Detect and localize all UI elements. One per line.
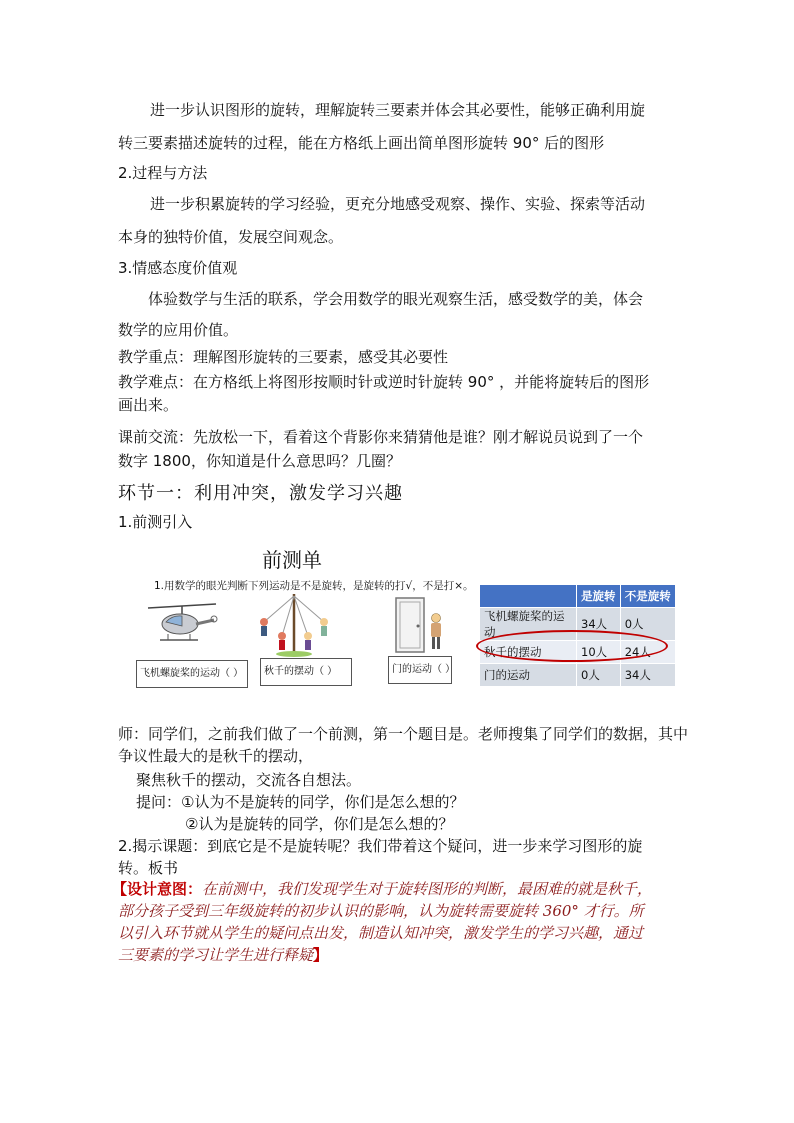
design-text-1: 在前测中，我们发现学生对于旋转图形的判断，最困难的就是秋千，: [202, 880, 653, 898]
difficulty-line-1: 教学难点：在方格纸上将图形按顺时针或逆时针旋转 90° ，并能将旋转后的图形: [118, 373, 650, 391]
knowledge-goal-line-1: 进一步认识图形的旋转，理解旋转三要素并体会其必要性，能够正确利用旋: [150, 101, 646, 119]
pretest-question: 1.用数学的眼光判断下列运动是不是旋转，是旋转的打√，不是打×。: [154, 580, 474, 592]
table-cell: 34人: [577, 608, 621, 641]
design-line-1: [112, 878, 652, 900]
design-close-bracket: 】: [313, 946, 329, 964]
warmup-line-1: 课前交流：先放松一下，看着这个背影你来猜猜他是谁？刚才解说员说到了一个: [118, 428, 644, 446]
table-cell: 门的运动: [480, 664, 577, 687]
reveal-line-2: 转。板书: [118, 859, 179, 877]
answer-box-propeller[interactable]: 飞机螺旋桨的运动（ ）: [136, 660, 248, 688]
emotion-heading: 3.情感态度价值观: [118, 259, 238, 277]
process-heading: 2.过程与方法: [118, 164, 208, 182]
pretest-title: 前测单: [262, 548, 322, 572]
process-goal-line-1: 进一步积累旋转的学习经验，更充分地感受观察、操作、实验、探索等活动: [150, 195, 646, 213]
question-line-1: 提问：①认为不是旋转的同学，你们是怎么想的？: [136, 793, 465, 811]
table-cell: 34人: [620, 664, 675, 687]
table-header-not-rotation: 不是旋转: [620, 585, 675, 608]
design-open-bracket: 【设计意图：: [112, 880, 203, 898]
emotion-goal-line-2: 数学的应用价值。: [118, 321, 239, 339]
swing-row-highlight: [476, 630, 668, 662]
key-point: 教学重点：理解图形旋转的三要素，感受其必要性: [118, 348, 449, 366]
swing-icon: [254, 592, 334, 658]
table-cell: 24人: [620, 641, 675, 664]
pretest-intro: 1.前测引入: [118, 513, 193, 531]
design-text-3: 以引入环节就从学生的疑问点出发，制造认知冲突，激发学生的学习兴趣，通过: [118, 924, 644, 942]
table-cell: 0人: [620, 608, 675, 641]
answer-box-door[interactable]: 门的运动（ ）: [388, 656, 452, 684]
pretest-worksheet: [140, 540, 474, 690]
teacher-line-1: 师：同学们，之前我们做了一个前测，第一个题目是。老师搜集了同学们的数据，其中: [118, 725, 689, 743]
table-cell: 10人: [577, 641, 621, 664]
question-line-2: ②认为是旋转的同学，你们是怎么想的？: [185, 815, 454, 833]
table-cell: 秋千的摆动: [480, 641, 577, 664]
design-text-2: 部分孩子受到三年级旋转的初步认识的影响，认为旋转需要旋转 360° 才行。所: [118, 902, 644, 920]
section-title: 环节一：利用冲突，激发学习兴趣: [118, 483, 403, 504]
door-icon: [394, 596, 450, 656]
focus-line: 聚焦秋千的摆动，交流各自想法。: [136, 771, 362, 789]
design-line-2: [118, 900, 644, 922]
reveal-line-1: 2.揭示课题：到底它是不是旋转呢？我们带着这个疑问，进一步来学习图形的旋: [118, 837, 643, 855]
emotion-goal-line-1: 体验数学与生活的联系，学会用数学的眼光观察生活，感受数学的美，体会: [148, 290, 644, 308]
answer-box-swing[interactable]: 秋千的摆动（ ）: [260, 658, 352, 686]
design-line-4: [118, 944, 328, 966]
knowledge-goal-line-2: 转三要素描述旋转的过程，能在方格纸上画出简单图形旋转 90° 后的图形: [118, 134, 605, 152]
table-cell: 0人: [577, 664, 621, 687]
design-text-4: 三要素的学习让学生进行释疑: [118, 946, 314, 964]
design-line-3: [118, 922, 643, 944]
teacher-line-2: 争议性最大的是秋千的摆动，: [118, 747, 314, 765]
difficulty-line-2: 画出来。: [118, 396, 179, 414]
table-cell: 飞机螺旋桨的运动: [480, 608, 577, 641]
warmup-line-2: 数字 1800，你知道是什么意思吗？几圈？: [118, 452, 401, 470]
table-header-empty: [480, 585, 577, 608]
table-header-is-rotation: 是旋转: [577, 585, 621, 608]
helicopter-icon: [146, 600, 218, 648]
process-goal-line-2: 本身的独特价值，发展空间观念。: [118, 228, 344, 246]
table-row: [480, 664, 676, 687]
